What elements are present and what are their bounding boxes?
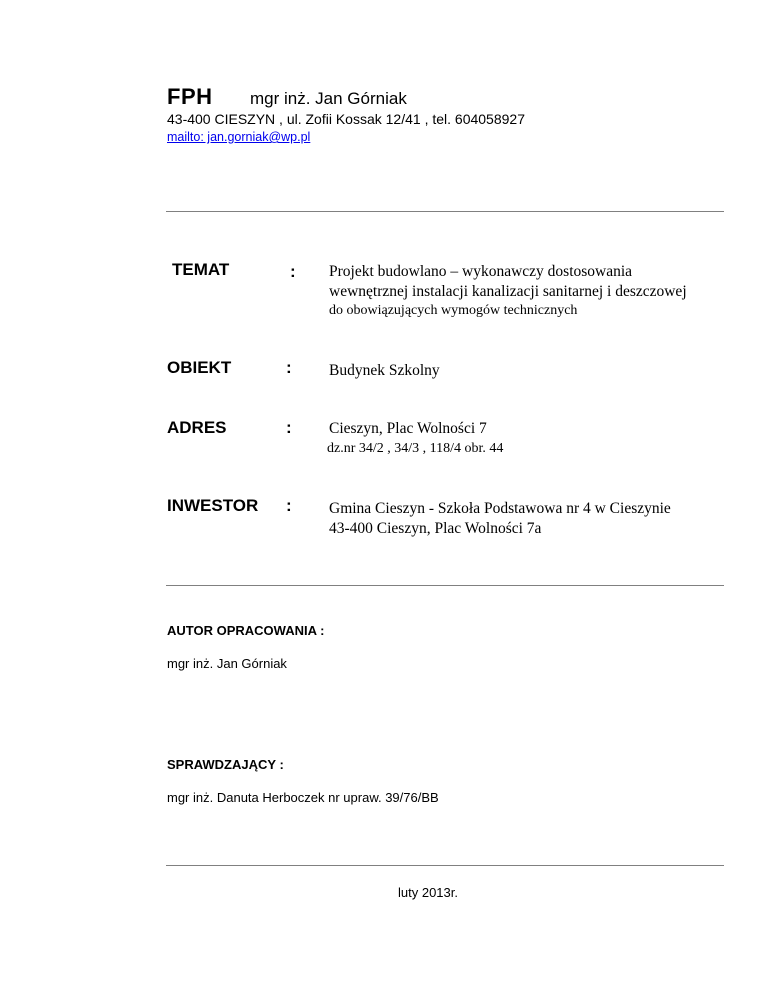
colon-inwestor: : xyxy=(286,496,292,515)
label-adres: ADRES xyxy=(167,418,227,437)
author-name: mgr inż. Jan Górniak xyxy=(167,656,287,671)
label-obiekt: OBIEKT xyxy=(167,358,232,377)
firm-owner: mgr inż. Jan Górniak xyxy=(250,89,407,108)
obiekt-value: Budynek Szkolny xyxy=(329,362,440,379)
firm-name: FPH xyxy=(167,84,213,109)
inwestor-line-1: Gmina Cieszyn - Szkoła Podstawowa nr 4 w Cieszynie xyxy=(329,500,671,517)
adres-line-1: Cieszyn, Plac Wolności 7 xyxy=(329,420,487,437)
colon-temat: : xyxy=(290,262,296,281)
adres-line-2: dz.nr 34/2 , 34/3 , 118/4 obr. 44 xyxy=(327,441,504,456)
divider-top xyxy=(166,211,724,212)
firm-address: 43-400 CIESZYN , ul. Zofii Kossak 12/41 , tel. 604058927 xyxy=(167,111,525,127)
inwestor-line-2: 43-400 Cieszyn, Plac Wolności 7a xyxy=(329,520,542,537)
label-inwestor: INWESTOR xyxy=(167,496,259,515)
colon-adres: : xyxy=(286,418,292,437)
email-link[interactable]: mailto: jan.gorniak@wp.pl xyxy=(167,130,311,144)
checker-name: mgr inż. Danuta Herboczek nr upraw. 39/76/BB xyxy=(167,790,439,805)
document-date: luty 2013r. xyxy=(398,885,458,900)
temat-line-3: do obowiązujących wymogów technicznych xyxy=(329,303,578,318)
temat-line-2: wewnętrznej instalacji kanalizacji sanitarnej i deszczowej xyxy=(329,283,687,300)
divider-middle xyxy=(166,585,724,586)
label-temat: TEMAT xyxy=(172,260,230,279)
author-heading: AUTOR OPRACOWANIA : xyxy=(167,623,325,638)
colon-obiekt: : xyxy=(286,358,292,377)
divider-bottom xyxy=(166,865,724,866)
temat-line-1: Projekt budowlano – wykonawczy dostosowania xyxy=(329,263,633,280)
checker-heading: SPRAWDZAJĄCY : xyxy=(167,757,284,772)
